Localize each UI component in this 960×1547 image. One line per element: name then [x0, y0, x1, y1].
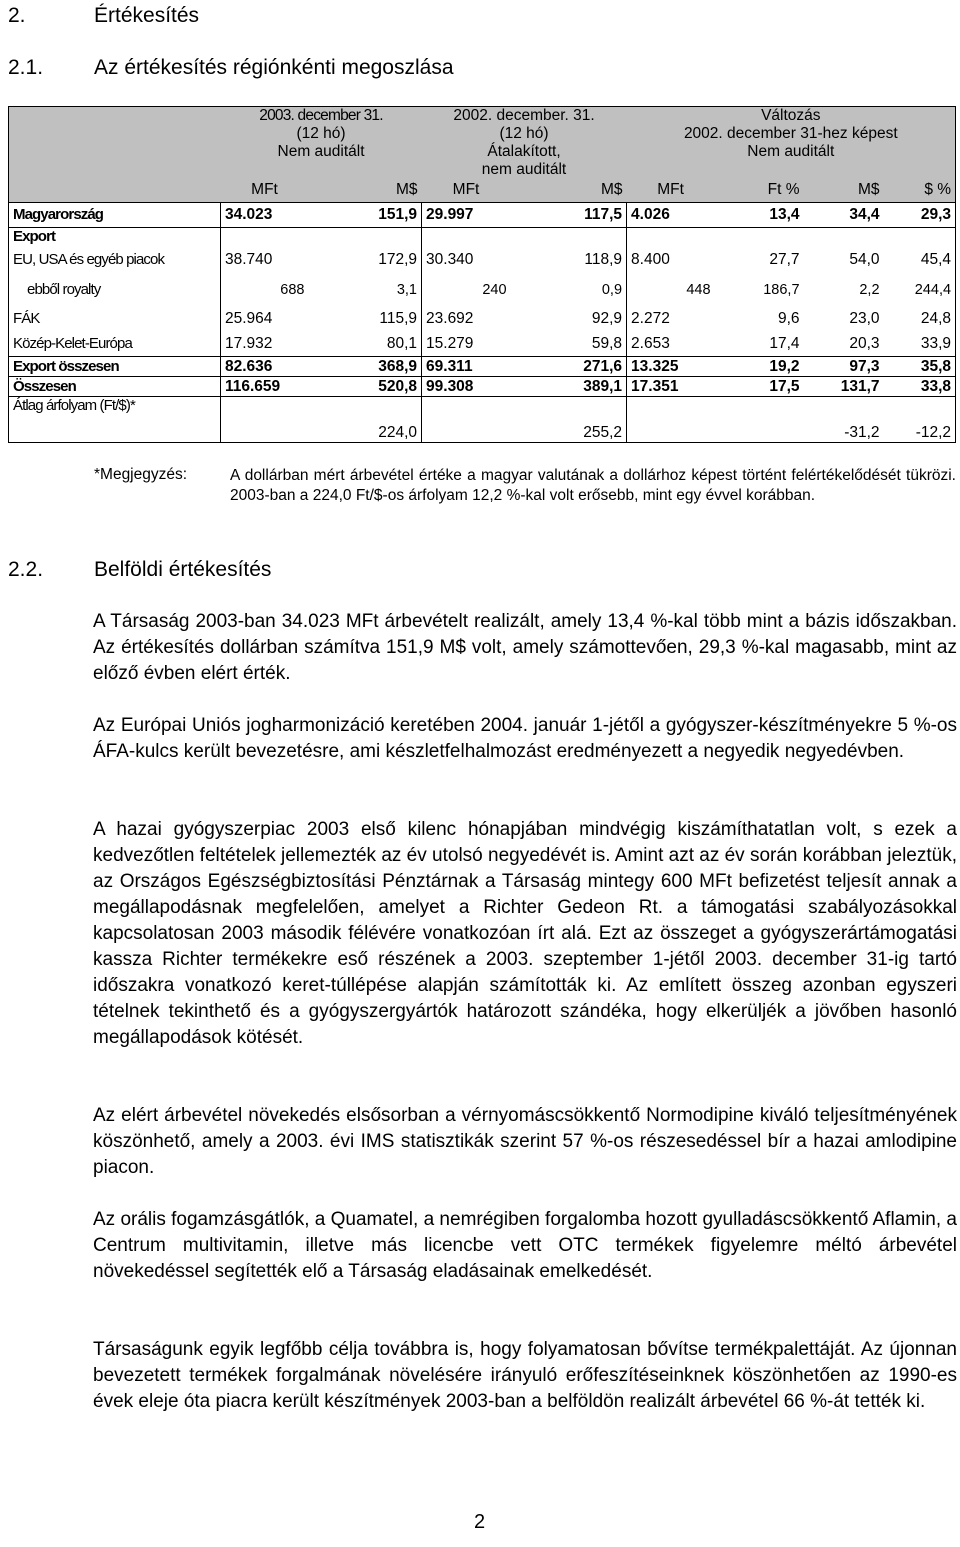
sales-by-region-table: [8, 106, 956, 443]
table-row-exchange-rate: Átlag árfolyam (Ft/$)* 224,0 255,2 -31,2 -12,2: [9, 397, 956, 443]
note-label: *Megjegyzés:: [94, 466, 188, 483]
heading-text: Belföldi értékesítés: [94, 558, 272, 581]
paragraph: A Társaság 2003-ban 34.023 MFt árbevételt realizált, amely 13,4 %-kal több mint a bázis időszakban. Az értékesítés dollárban számítva 151,9 M$ volt, amely számottevően, 29,3 %-kal magasabb, mint az előző évben elért érték.: [93, 611, 957, 684]
paragraph: A hazai gyógyszerpiac 2003 első kilenc hónapjában mindvégig kiszámíthatatlan volt, s ezek a kedvezőtlen feltételek jellemezték az év utolsó negyedévét is. Amint azt az év során korábban jeleztük, az Országos Egészségbiztosítási Pénztárnak a Társaság mintegy 600 MFt befizetést teljesít annak a megállapodásnak megfelelően, amelyet a Richter Gedeon Rt. a támogatási szabályozásokkal kapcsolatosan 2003 második félévére vonatkozóan írt alá. Ezt az összeget a gyógyszerártámogatási kassza Richter termékekre eső részének a 2003. szeptember 1-jétől 2003. december 31-ig tartó időszakra vonatkozó keret-túllépése alapján számították ki. Az említett összeg azonban egyszeri tételnek tekinthető és a gyógyszergyártók határozott szándéka, hogy elkerüljék a jövőben hasonló megállapodások kötését.: [93, 819, 957, 1048]
page-number: 2: [474, 1511, 486, 1533]
table-row-cee: Közép-Kelet-Európa 17.932 80,1 15.279 59,8 2.653 17,4 20,3 33,9: [9, 332, 956, 357]
table-row-eu-usa: EU, USA és egyéb piacok 38.740 172,9 30.340 118,9 8.400 27,7 54,0 45,4: [9, 246, 956, 274]
heading-number: 2.2.: [8, 558, 44, 581]
table-row-total: Összesen 116.659 520,8 99.308 389,1 17.351 17,5 131,7 33,8: [9, 377, 956, 397]
table-row-cis: FÁK 25.964 115,9 23.692 92,9 2.272 9,6 23,0 24,8: [9, 306, 956, 332]
table-row-royalty: ebből royalty 688 3,1 240 0,9 448 186,7 2,2 244,4: [9, 274, 956, 306]
header-corner-cell: [9, 107, 221, 180]
paragraph: Az orális fogamzásgátlók, a Quamatel, a nemrégiben forgalomba hozott gyulladáscsökkentő Aflamin, a Centrum multivitamin, illetve más licencbe vett OTC termékek figyelemre méltó árbevétel növekedéssel segítették elő a Társaság eladásainak emelkedését.: [93, 1209, 957, 1282]
paragraph: Az elért árbevétel növekedés elsősorban a vérnyomáscsökkentő Normodipine kiváló teljesítményének köszönhető, amely a 2003. évi IMS statisztikák szerint 57 %-os részesedéssel bír a hazai amlodipine piacon.: [93, 1105, 957, 1178]
table-row-hungary: Magyarország 34.023 151,9 29.997 117,5 4.026 13,4 34,4 29,3: [9, 202, 956, 227]
units-row: MFt M$ MFt M$ MFt Ft % M$ $ %: [9, 179, 956, 202]
table-header-row: [9, 107, 956, 180]
header-2002: 2002. december. 31. (12 hó) Átalakított, nem auditált: [422, 107, 627, 180]
paragraph: Társaságunk egyik legfőbb célja továbbra is, hogy folyamatosan bővítse termékpalettáját. Az újonnan bevezetett termékek forgalmának növelésére irányuló erőfeszítéseinknek köszönhetően az 1990-es évek eleje óta piacra került készítmények 2003-ban a belföldön realizált árbevétel 66 %-át tették ki.: [93, 1339, 957, 1412]
table-row-export-label: Export: [9, 227, 956, 246]
heading-text: Az értékesítés régiónkénti megoszlása: [94, 56, 454, 79]
heading-number: 2.1.: [8, 56, 44, 79]
paragraph: Az Európai Uniós jogharmonizáció keretében 2004. január 1-jétől a gyógyszer-készítményekre 5 %-os ÁFA-kulcs került bevezetésre, ami készletfelhalmozást eredményezett a negyedik negyedévben.: [93, 715, 957, 762]
heading-text: Értékesítés: [94, 4, 200, 27]
header-2003: 2003. december 31. (12 hó) Nem auditált: [221, 107, 422, 180]
note-text: A dollárban mért árbevétel értéke a magyar valutának a dollárhoz képest történt felértékelődését tükrözi. 2003-ban a 224,0 Ft/$-os árfolyam 12,2 %-kal volt erősebb, mint egy évvel korábban.: [230, 467, 956, 504]
table-row-export-total: Export összesen 82.636 368,9 69.311 271,6 13.325 19,2 97,3 35,8: [9, 357, 956, 377]
header-change: Változás 2002. december 31-hez képest Nem auditált: [627, 107, 956, 180]
heading-number: 2.: [8, 4, 26, 27]
